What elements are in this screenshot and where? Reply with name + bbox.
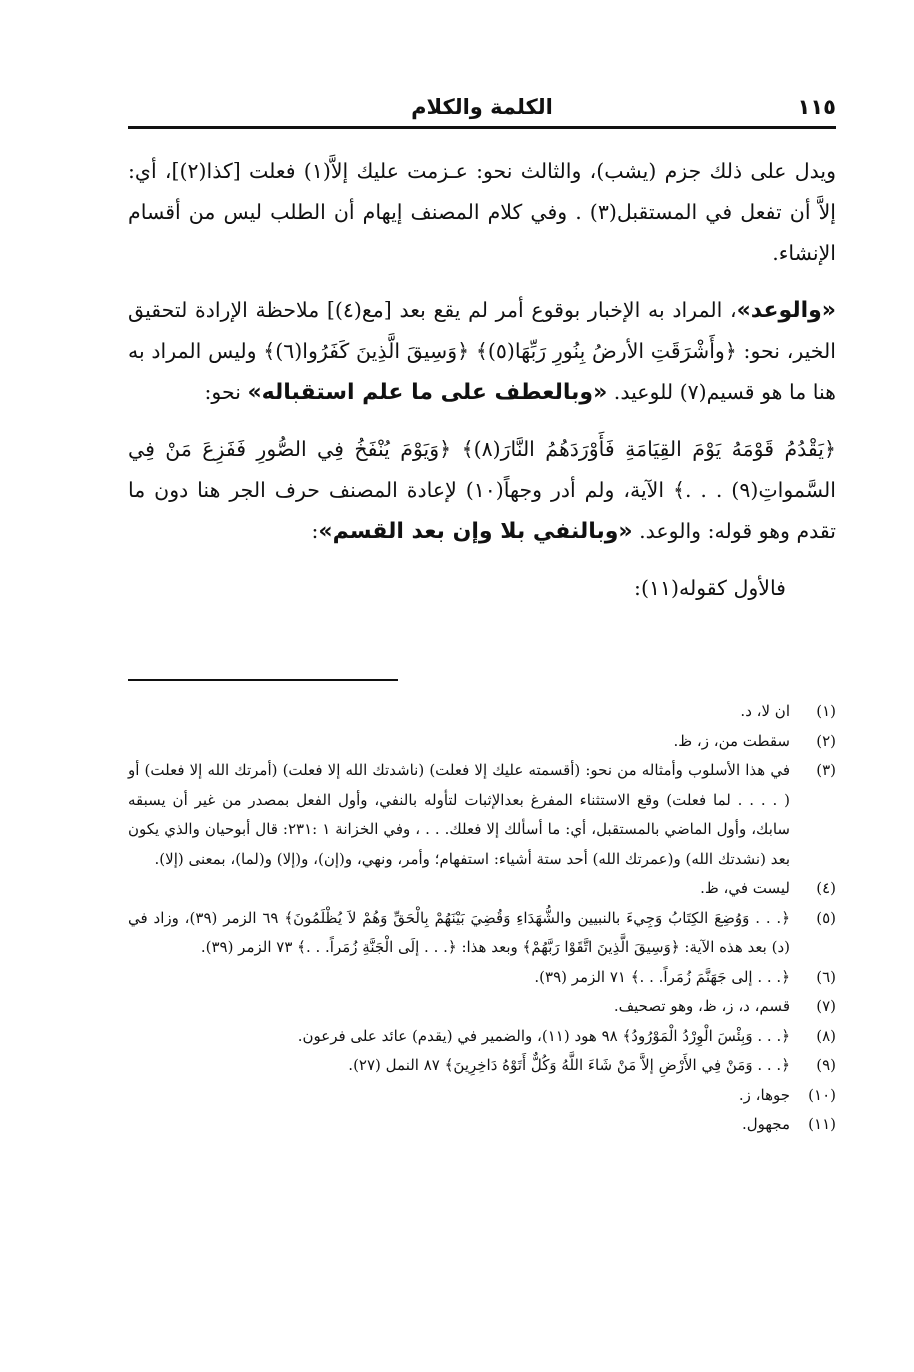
footnote-number: (٤) [816,879,836,897]
footnote-text: ﴿. . . وَوُضِعَ الكِتَابُ وَجِيءَ بالنبيين والشُّهَدَاءِ وَقُضِيَ بَيْنَهُمْ بِالْحَقِّ وَهُمْ لاَ يُظْلَمُونَ﴾ ٦٩ الزمر (٣٩)، وزاد في (د) بعد هذه الآية: ﴿وَسِيقَ الَّذِينَ اتَّقَوْا رَبَّهُمْ﴾ وبعد هذا: ﴿. . . إلَى الْجَنَّةِ زُمَراً. . .﴾ ٧٣ الزمر (٣٩). [128,908,790,956]
text-segment: ، المراد به الإخبار بوقوع أمر لم يقع بعد [مع(٤)] ملاحظة الإرادة لتحقيق الخير، نحو: ﴿وأَشْرَقَتِ الأرضُ بِنُورِ رَبِّهَا(٥)﴾ ﴿وَسِيقَ الَّذِينَ كَفَرُوا(٦)﴾ وليس المراد به هنا ما هو قسيم(٧) للوعيد. [128,298,836,404]
paragraph [128,151,836,274]
text-segment: فالأول كقوله(١١): [634,576,786,600]
page-header [128,92,836,129]
footnote-text: مجهول. [741,1115,790,1133]
footnote [128,992,836,1022]
footnote-separator [128,679,398,681]
footnote [128,874,836,904]
main-text [128,151,836,609]
paragraph [128,429,836,552]
footnote-text: ان لا، د. [740,702,790,720]
footnote [128,1081,836,1111]
footnote-text: في هذا الأسلوب وأمثاله من نحو: (أقسمته عليك إلا فعلت) (ناشدتك الله إلا فعلت) (أمرتك الله إلا فعلت) أو ( . . . . لما فعلت) وقع الاستثناء المفرغ بعدالإثبات لتأوله بالنفي، وأول الفعل بمصدر من غير أن يسبقه سابك، وأول الماضي بالمستقبل، أي: ما أسألك إلا فعلك. . . ، وفي الخزانة ١ :٢٣١: قال أبوحيان والذي يكون بعد (نشدتك الله) و(عمرتك الله) أحد ستة أشياء: استفهام؛ وأمر، ونهي، و(إن)، و(إلا) و(لما)، بمعنى (إلا). [128,761,791,868]
text-segment: : [311,519,319,543]
footnote-text: ﴿. . . إلى جَهَنَّمَ زُمَراً. . .﴾ ٧١ الزمر (٣٩). [534,967,790,986]
footnote-number: (٦) [816,967,836,986]
text-segment: ويدل على ذلك جزم (يشب)، والثالث نحو: عـزمت عليك إلاَّ(١) فعلت [كذا(٢)]، أي: إلاَّ أن تفعل في المستقبل(٣) . وفي كلام المصنف إيهام أن الطلب ليس من أقسام الإنشاء. [128,159,836,265]
paragraph [128,290,836,413]
footnote-text: قسم، د، ز، ظ، وهو تصحيف. [613,997,790,1015]
footnote-text: جوها، ز. [738,1085,790,1104]
footnote-number: (٩) [816,1056,836,1074]
footnote-number: (٧) [816,997,836,1015]
book-page [128,92,836,1140]
footnote-text: سقطت من، ز، ظ. [673,731,790,750]
footnotes [128,697,836,1140]
footnote-number: (١) [816,702,836,720]
footnote [128,1051,836,1081]
bold-term: «وبالنفي بلا وإن بعد القسم» [318,519,633,544]
footnote [128,1022,836,1052]
footnote [128,727,836,757]
footnote-number: (١٠) [808,1085,836,1104]
footnote [128,756,836,874]
footnote-number: (٢) [816,731,836,750]
footnote-text: ليست في، ظ. [700,879,790,897]
footnote-text: ﴿. . . وَبِئْسَ الْوِرْدُ الْمَوْرُودُ﴾ ٩٨ هود (١١)، والضمير في (يقدم) عائد على فرعون. [297,1026,790,1045]
footnote [128,904,836,963]
footnote [128,1110,836,1140]
footnote-number: (١١) [808,1115,836,1133]
footnote [128,697,836,727]
footnote-number: (٥) [816,908,836,927]
paragraph [128,568,836,609]
bold-term: «وبالعطف على ما علم استقباله» [247,380,608,405]
chapter-title: الكلمة والكلام [411,95,553,119]
text-segment: نحو: [204,380,248,404]
footnote [128,963,836,993]
bold-term: «والوعد» [736,298,837,323]
text-segment: ﴿يَقْدُمُ قَوْمَهُ يَوْمَ القِيَامَةِ فَأَوْرَدَهُمُ النَّارَ(٨)﴾ ﴿وَيَوْمَ يُنْفَخُ فِي الصُّورِ فَفَزِعَ مَنْ فِي السَّمواتِ(٩) . . .﴾ الآية، ولم أدر وجهاً(١٠) لإعادة المصنف حرف الجر هنا دون ما تقدم وهو قوله: والوعد. [128,437,836,543]
footnote-text: ﴿. . . وَمَنْ فِي الأَرْضِ إلاَّ مَنْ شَاءَ اللَّهُ وَكُلٌّ أَتَوْهُ دَاخِرِينَ﴾ ٨٧ النمل (٢٧). [348,1056,790,1074]
footnote-number: (٣) [816,761,836,779]
footnote-number: (٨) [816,1026,836,1045]
page-number: ١١٥ [797,95,836,119]
